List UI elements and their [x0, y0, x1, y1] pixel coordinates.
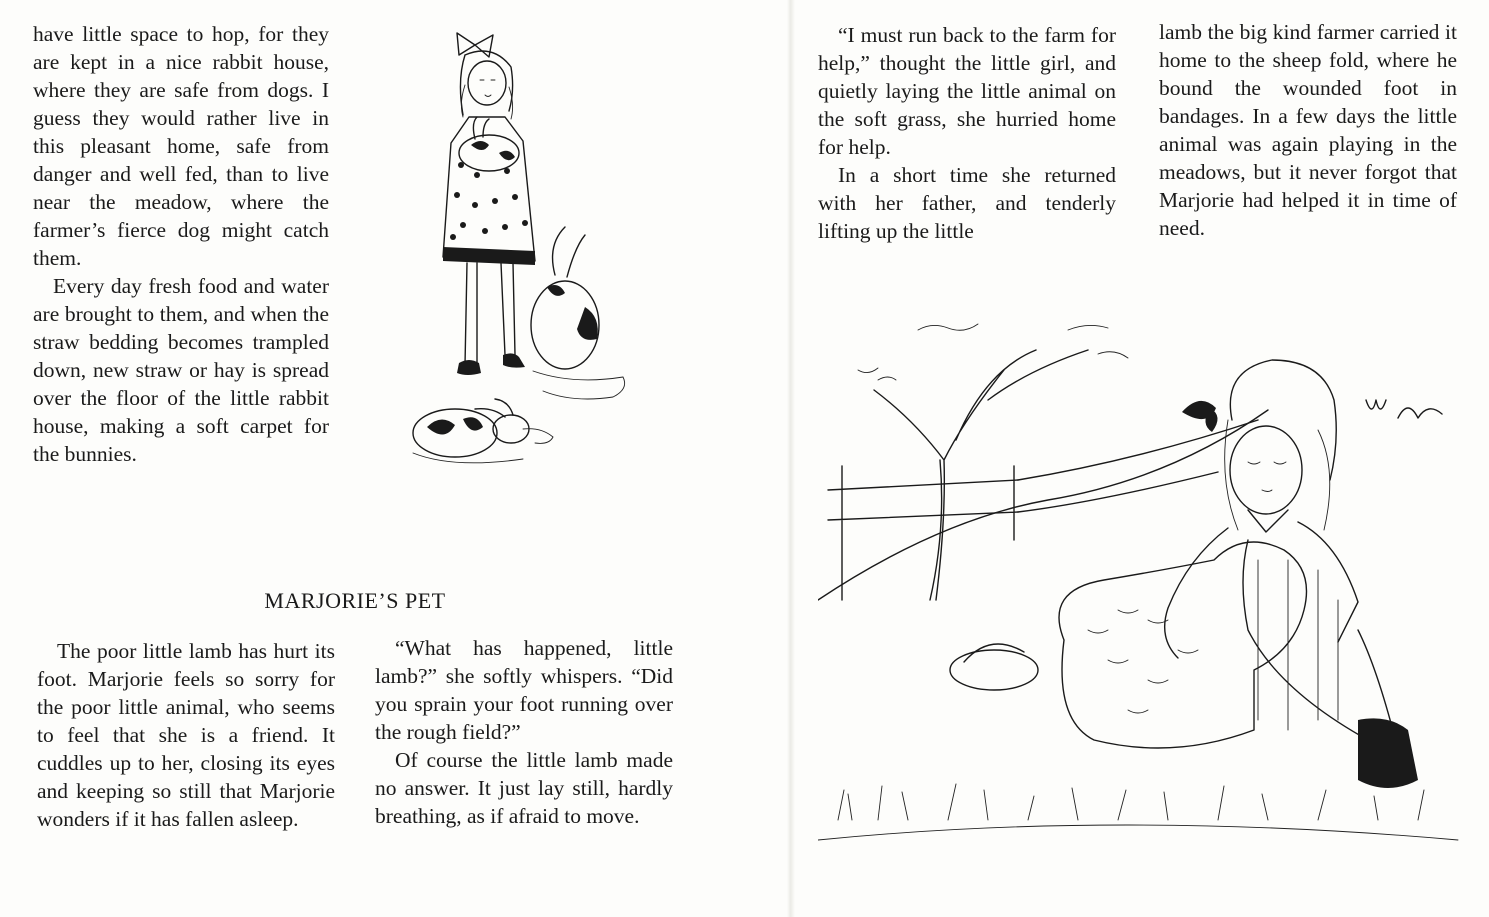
- story-title: MARJORIE’S PET: [264, 588, 446, 613]
- rabbit-story-column: [33, 20, 329, 468]
- girl-with-rabbits-illustration: [405, 25, 640, 480]
- right-page-column-2: [1159, 18, 1457, 242]
- right-paragraph-2: In a short time she returned with her father, and tenderly lifting up the little: [818, 163, 1116, 243]
- marjorie-column-2: [375, 634, 673, 830]
- marjorie-paragraph-3: Of course the little lamb made no answer. It just lay still, hardly breathing, as if afraid to move.: [375, 748, 673, 828]
- marjorie-paragraph-2: “What has happened, little lamb?” she softly whispers. “Did you sprain your foot running over the rough field?”: [375, 636, 673, 744]
- marjorie-column-1: [37, 637, 335, 833]
- girl-with-lamb-illustration: [818, 300, 1463, 900]
- right-paragraph-3: lamb the big kind farmer carried it home to the sheep fold, where he bound the wounded foot in bandages. In a few days the little animal was again playing in the meadows, but it never forgot that Marjorie had helped it in time of need.: [1159, 20, 1457, 240]
- right-paragraph-1: “I must run back to the farm for help,” thought the little girl, and quietly laying the little animal on the soft grass, she hurried home for help.: [818, 23, 1116, 159]
- right-page-column-1: [818, 21, 1116, 245]
- rabbit-paragraph-2: Every day fresh food and water are brought to them, and when the straw bedding becomes trampled down, new straw or hay is spread over the floor of the little rabbit house, making a soft carpet for the bunnies.: [33, 274, 329, 466]
- marjorie-paragraph-1: The poor little lamb has hurt its foot. Marjorie feels so sorry for the poor little animal, who seems to feel that she is a friend. It cuddles up to her, closing its eyes and keeping so still that Marjorie wonders if it has fallen asleep.: [37, 639, 335, 831]
- rabbit-paragraph-1: have little space to hop, for they are kept in a nice rabbit house, where they are safe from dogs. I guess they would rather live in this pleasant home, safe from danger and well fed, than to live near the meadow, where the farmer’s fierce dog might catch them.: [33, 22, 329, 270]
- page-gutter: [787, 0, 795, 917]
